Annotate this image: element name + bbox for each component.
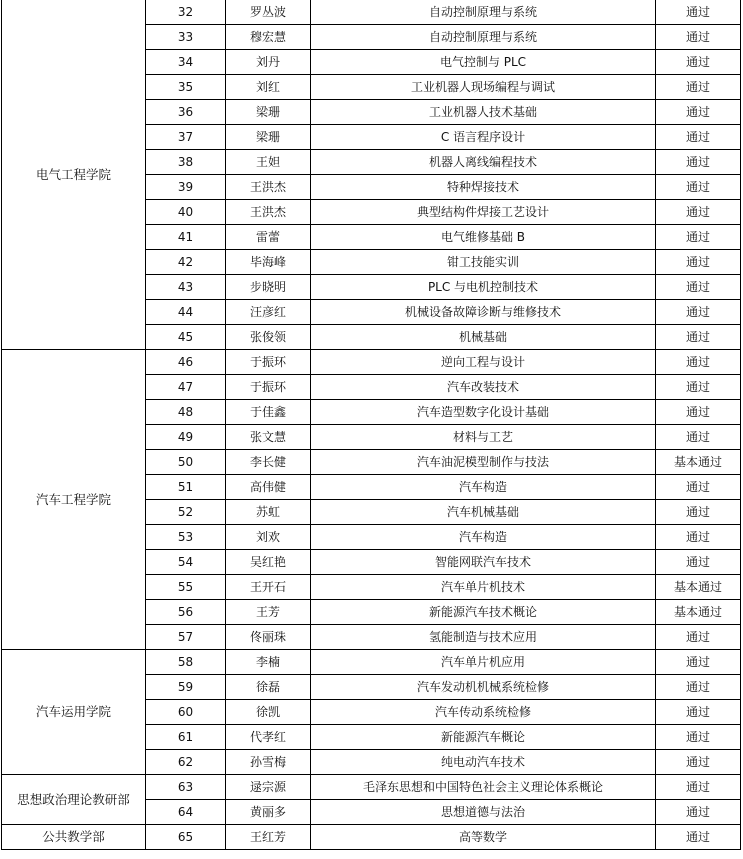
name-cell: 佟丽珠 bbox=[226, 625, 311, 650]
number-cell: 32 bbox=[146, 0, 226, 25]
number-cell: 52 bbox=[146, 500, 226, 525]
result-cell: 通过 bbox=[656, 25, 741, 50]
course-cell: 汽车传动系统检修 bbox=[311, 700, 656, 725]
result-cell: 通过 bbox=[656, 825, 741, 850]
number-cell: 50 bbox=[146, 450, 226, 475]
number-cell: 47 bbox=[146, 375, 226, 400]
table-row bbox=[2, 350, 741, 375]
result-cell: 通过 bbox=[656, 150, 741, 175]
course-cell: 汽车单片机技术 bbox=[311, 575, 656, 600]
number-cell: 41 bbox=[146, 225, 226, 250]
table-row bbox=[2, 825, 741, 850]
name-cell: 徐磊 bbox=[226, 675, 311, 700]
number-cell: 59 bbox=[146, 675, 226, 700]
course-cell: 自动控制原理与系统 bbox=[311, 0, 656, 25]
name-cell: 王红芳 bbox=[226, 825, 311, 850]
result-cell: 通过 bbox=[656, 175, 741, 200]
number-cell: 42 bbox=[146, 250, 226, 275]
result-cell: 通过 bbox=[656, 50, 741, 75]
result-cell: 通过 bbox=[656, 650, 741, 675]
table-row bbox=[2, 0, 741, 25]
name-cell: 逯宗源 bbox=[226, 775, 311, 800]
result-cell: 通过 bbox=[656, 100, 741, 125]
result-cell: 通过 bbox=[656, 775, 741, 800]
number-cell: 40 bbox=[146, 200, 226, 225]
result-cell: 通过 bbox=[656, 525, 741, 550]
course-cell: 新能源汽车技术概论 bbox=[311, 600, 656, 625]
course-cell: 特种焊接技术 bbox=[311, 175, 656, 200]
name-cell: 高伟健 bbox=[226, 475, 311, 500]
course-cell: 机械设备故障诊断与维修技术 bbox=[311, 300, 656, 325]
result-cell: 通过 bbox=[656, 425, 741, 450]
name-cell: 雷蕾 bbox=[226, 225, 311, 250]
course-cell: C 语言程序设计 bbox=[311, 125, 656, 150]
course-cell: 毛泽东思想和中国特色社会主义理论体系概论 bbox=[311, 775, 656, 800]
result-cell: 通过 bbox=[656, 225, 741, 250]
course-cell: 电气控制与 PLC bbox=[311, 50, 656, 75]
course-cell: 自动控制原理与系统 bbox=[311, 25, 656, 50]
number-cell: 46 bbox=[146, 350, 226, 375]
number-cell: 62 bbox=[146, 750, 226, 775]
number-cell: 58 bbox=[146, 650, 226, 675]
name-cell: 王芳 bbox=[226, 600, 311, 625]
number-cell: 65 bbox=[146, 825, 226, 850]
course-cell: 智能网联汽车技术 bbox=[311, 550, 656, 575]
course-cell: 电气维修基础 B bbox=[311, 225, 656, 250]
result-cell: 通过 bbox=[656, 350, 741, 375]
course-cell: 钳工技能实训 bbox=[311, 250, 656, 275]
result-cell: 通过 bbox=[656, 400, 741, 425]
course-cell: 汽车油泥模型制作与技法 bbox=[311, 450, 656, 475]
result-cell: 通过 bbox=[656, 325, 741, 350]
number-cell: 43 bbox=[146, 275, 226, 300]
name-cell: 刘欢 bbox=[226, 525, 311, 550]
number-cell: 55 bbox=[146, 575, 226, 600]
result-cell: 通过 bbox=[656, 800, 741, 825]
table-body bbox=[2, 0, 741, 850]
name-cell: 王妲 bbox=[226, 150, 311, 175]
name-cell: 刘丹 bbox=[226, 50, 311, 75]
course-cell: 汽车构造 bbox=[311, 475, 656, 500]
name-cell: 王开石 bbox=[226, 575, 311, 600]
number-cell: 49 bbox=[146, 425, 226, 450]
name-cell: 穆宏慧 bbox=[226, 25, 311, 50]
number-cell: 35 bbox=[146, 75, 226, 100]
department-cell: 思想政治理论教研部 bbox=[2, 775, 146, 825]
number-cell: 34 bbox=[146, 50, 226, 75]
course-cell: 工业机器人现场编程与调试 bbox=[311, 75, 656, 100]
name-cell: 毕海峰 bbox=[226, 250, 311, 275]
department-cell: 电气工程学院 bbox=[2, 0, 146, 350]
number-cell: 36 bbox=[146, 100, 226, 125]
name-cell: 代孝红 bbox=[226, 725, 311, 750]
result-cell: 基本通过 bbox=[656, 575, 741, 600]
name-cell: 王洪杰 bbox=[226, 175, 311, 200]
result-cell: 通过 bbox=[656, 675, 741, 700]
name-cell: 步晓明 bbox=[226, 275, 311, 300]
result-cell: 通过 bbox=[656, 200, 741, 225]
course-cell: 机械基础 bbox=[311, 325, 656, 350]
result-cell: 通过 bbox=[656, 750, 741, 775]
number-cell: 48 bbox=[146, 400, 226, 425]
number-cell: 51 bbox=[146, 475, 226, 500]
result-cell: 通过 bbox=[656, 725, 741, 750]
name-cell: 张文慧 bbox=[226, 425, 311, 450]
result-cell: 通过 bbox=[656, 75, 741, 100]
name-cell: 苏虹 bbox=[226, 500, 311, 525]
name-cell: 王洪杰 bbox=[226, 200, 311, 225]
course-cell: 高等数学 bbox=[311, 825, 656, 850]
name-cell: 梁珊 bbox=[226, 125, 311, 150]
name-cell: 黄丽多 bbox=[226, 800, 311, 825]
name-cell: 于振环 bbox=[226, 350, 311, 375]
course-review-table bbox=[1, 0, 741, 850]
name-cell: 徐凯 bbox=[226, 700, 311, 725]
name-cell: 吴红艳 bbox=[226, 550, 311, 575]
result-cell: 通过 bbox=[656, 475, 741, 500]
number-cell: 53 bbox=[146, 525, 226, 550]
number-cell: 54 bbox=[146, 550, 226, 575]
result-cell: 通过 bbox=[656, 0, 741, 25]
number-cell: 38 bbox=[146, 150, 226, 175]
result-cell: 通过 bbox=[656, 275, 741, 300]
result-cell: 通过 bbox=[656, 250, 741, 275]
result-cell: 通过 bbox=[656, 500, 741, 525]
name-cell: 罗丛波 bbox=[226, 0, 311, 25]
name-cell: 孙雪梅 bbox=[226, 750, 311, 775]
department-cell: 汽车工程学院 bbox=[2, 350, 146, 650]
course-cell: 汽车发动机机械系统检修 bbox=[311, 675, 656, 700]
course-cell: 汽车构造 bbox=[311, 525, 656, 550]
course-cell: 机器人离线编程技术 bbox=[311, 150, 656, 175]
result-cell: 通过 bbox=[656, 625, 741, 650]
course-cell: 新能源汽车概论 bbox=[311, 725, 656, 750]
number-cell: 37 bbox=[146, 125, 226, 150]
name-cell: 刘红 bbox=[226, 75, 311, 100]
course-cell: 材料与工艺 bbox=[311, 425, 656, 450]
table-row bbox=[2, 775, 741, 800]
name-cell: 汪彦红 bbox=[226, 300, 311, 325]
name-cell: 李楠 bbox=[226, 650, 311, 675]
course-cell: 思想道德与法治 bbox=[311, 800, 656, 825]
number-cell: 61 bbox=[146, 725, 226, 750]
number-cell: 64 bbox=[146, 800, 226, 825]
course-cell: 工业机器人技术基础 bbox=[311, 100, 656, 125]
name-cell: 李长健 bbox=[226, 450, 311, 475]
result-cell: 基本通过 bbox=[656, 450, 741, 475]
number-cell: 44 bbox=[146, 300, 226, 325]
department-cell: 汽车运用学院 bbox=[2, 650, 146, 775]
number-cell: 45 bbox=[146, 325, 226, 350]
name-cell: 梁珊 bbox=[226, 100, 311, 125]
course-cell: PLC 与电机控制技术 bbox=[311, 275, 656, 300]
name-cell: 张俊领 bbox=[226, 325, 311, 350]
number-cell: 60 bbox=[146, 700, 226, 725]
course-cell: 汽车改装技术 bbox=[311, 375, 656, 400]
course-cell: 纯电动汽车技术 bbox=[311, 750, 656, 775]
course-cell: 汽车机械基础 bbox=[311, 500, 656, 525]
number-cell: 33 bbox=[146, 25, 226, 50]
course-cell: 典型结构件焊接工艺设计 bbox=[311, 200, 656, 225]
result-cell: 通过 bbox=[656, 550, 741, 575]
department-cell: 公共教学部 bbox=[2, 825, 146, 850]
result-cell: 基本通过 bbox=[656, 600, 741, 625]
result-cell: 通过 bbox=[656, 700, 741, 725]
name-cell: 于振环 bbox=[226, 375, 311, 400]
result-cell: 通过 bbox=[656, 300, 741, 325]
course-cell: 汽车单片机应用 bbox=[311, 650, 656, 675]
course-cell: 逆向工程与设计 bbox=[311, 350, 656, 375]
number-cell: 56 bbox=[146, 600, 226, 625]
result-cell: 通过 bbox=[656, 125, 741, 150]
table-row bbox=[2, 650, 741, 675]
number-cell: 57 bbox=[146, 625, 226, 650]
course-cell: 氢能制造与技术应用 bbox=[311, 625, 656, 650]
name-cell: 于佳鑫 bbox=[226, 400, 311, 425]
number-cell: 63 bbox=[146, 775, 226, 800]
course-cell: 汽车造型数字化设计基础 bbox=[311, 400, 656, 425]
number-cell: 39 bbox=[146, 175, 226, 200]
result-cell: 通过 bbox=[656, 375, 741, 400]
